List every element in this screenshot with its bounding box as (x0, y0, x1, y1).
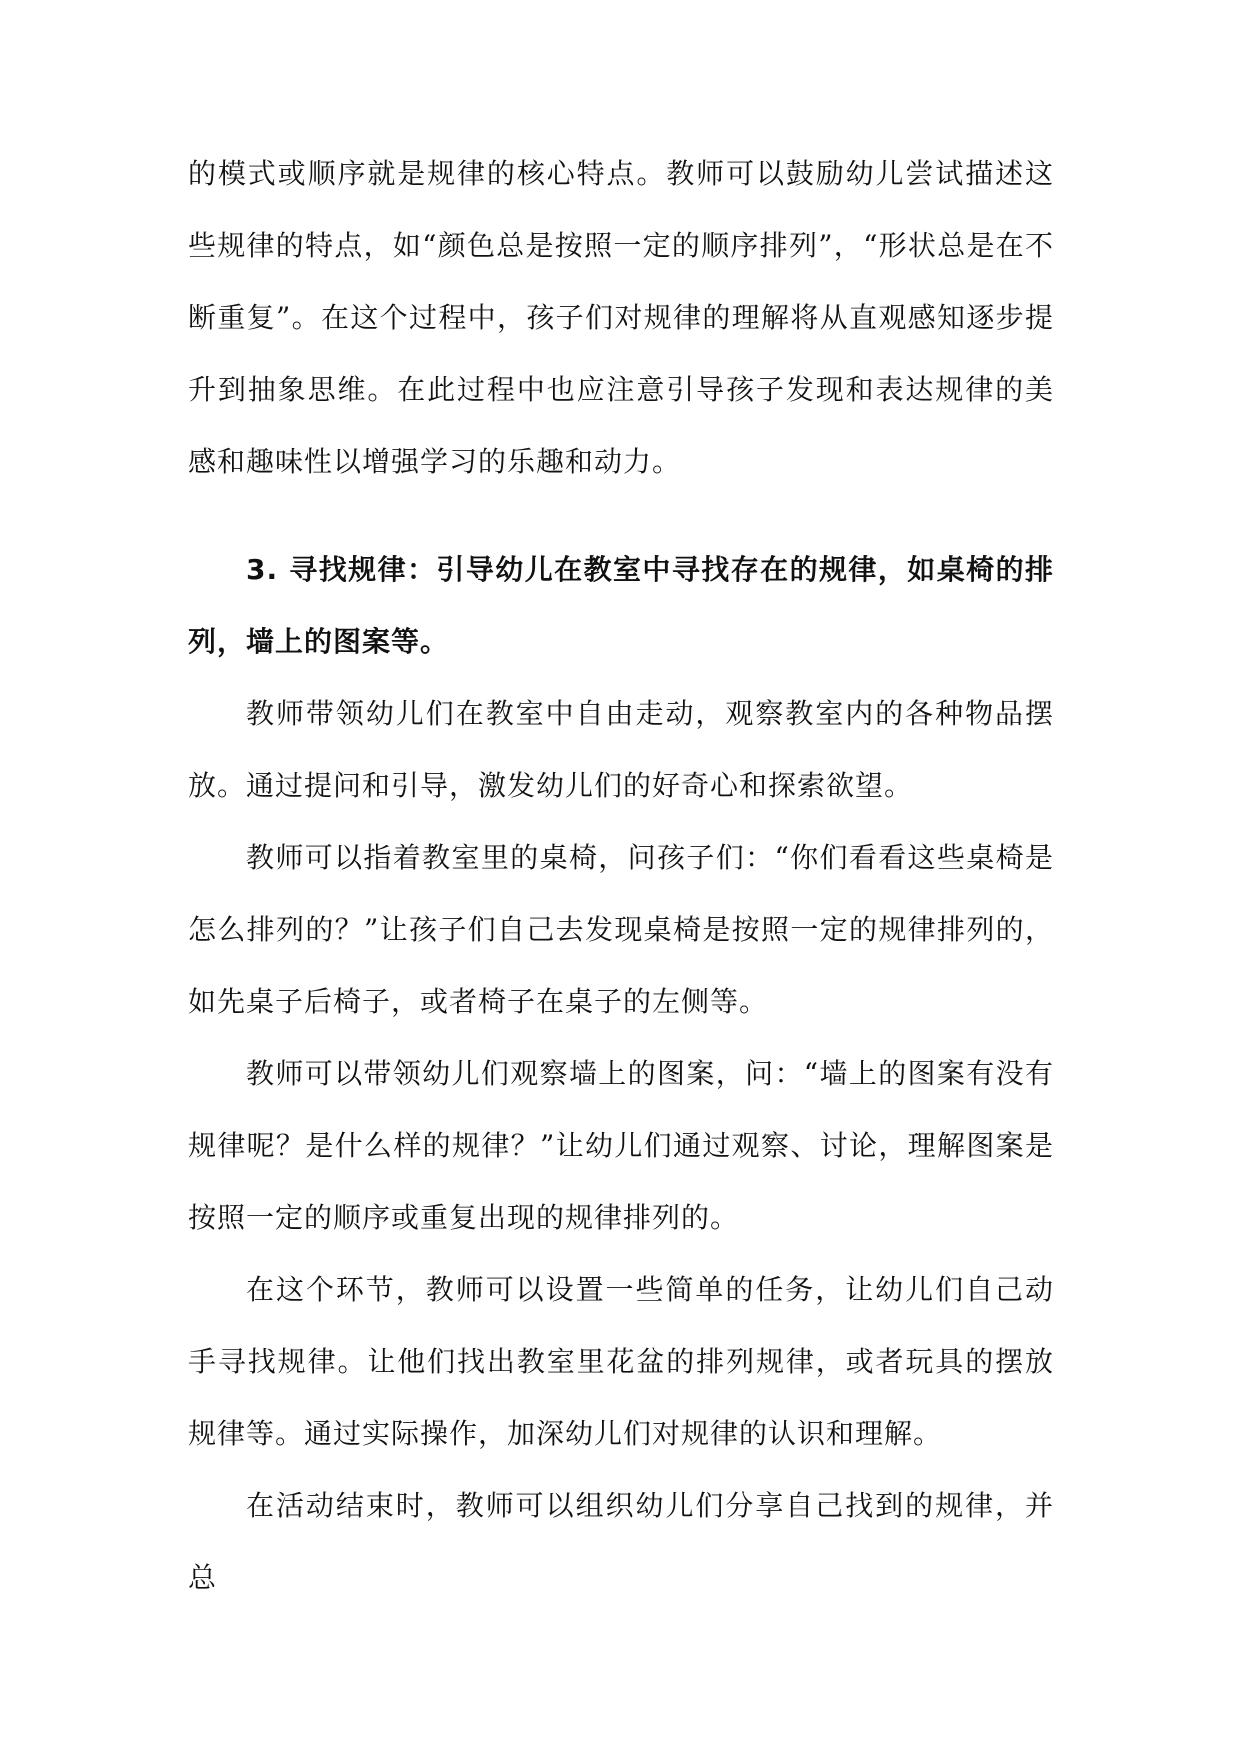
body-paragraph: 教师可以带领幼儿们观察墙上的图案，问：“墙上的图案有没有规律呢？是什么样的规律？”让幼儿们通过观察、讨论，理解图案是按照一定的顺序或重复出现的规律排列的。 (188, 1057, 1054, 1234)
document-body (188, 138, 1054, 1614)
section-heading: 3. 寻找规律：引导幼儿在教室中寻找存在的规律，如桌椅的排列，墙上的图案等。 (188, 553, 1054, 658)
body-paragraph-continuation: 的模式或顺序就是规律的核心特点。教师可以鼓励幼儿尝试描述这些规律的特点，如“颜色总是按照一定的顺序排列”，“形状总是在不断重复”。在这个过程中，孩子们对规律的理解将从直观感知逐步提升到抽象思维。在此过程中也应注意引导孩子发现和表达规律的美感和趣味性以增强学习的乐趣和动力。 (188, 157, 1054, 478)
body-paragraph: 在活动结束时，教师可以组织幼儿们分享自己找到的规律，并总 (188, 1489, 1054, 1594)
body-paragraph: 在这个环节，教师可以设置一些简单的任务，让幼儿们自己动手寻找规律。让他们找出教室里花盆的排列规律，或者玩具的摆放规律等。通过实际操作，加深幼儿们对规律的认识和理解。 (188, 1273, 1054, 1450)
body-paragraph: 教师带领幼儿们在教室中自由走动，观察教室内的各种物品摆放。通过提问和引导，激发幼儿们的好奇心和探索欲望。 (188, 697, 1054, 802)
body-paragraph: 教师可以指着教室里的桌椅，问孩子们：“你们看看这些桌椅是怎么排列的？”让孩子们自己去发现桌椅是按照一定的规律排列的，如先桌子后椅子，或者椅子在桌子的左侧等。 (188, 841, 1054, 1018)
